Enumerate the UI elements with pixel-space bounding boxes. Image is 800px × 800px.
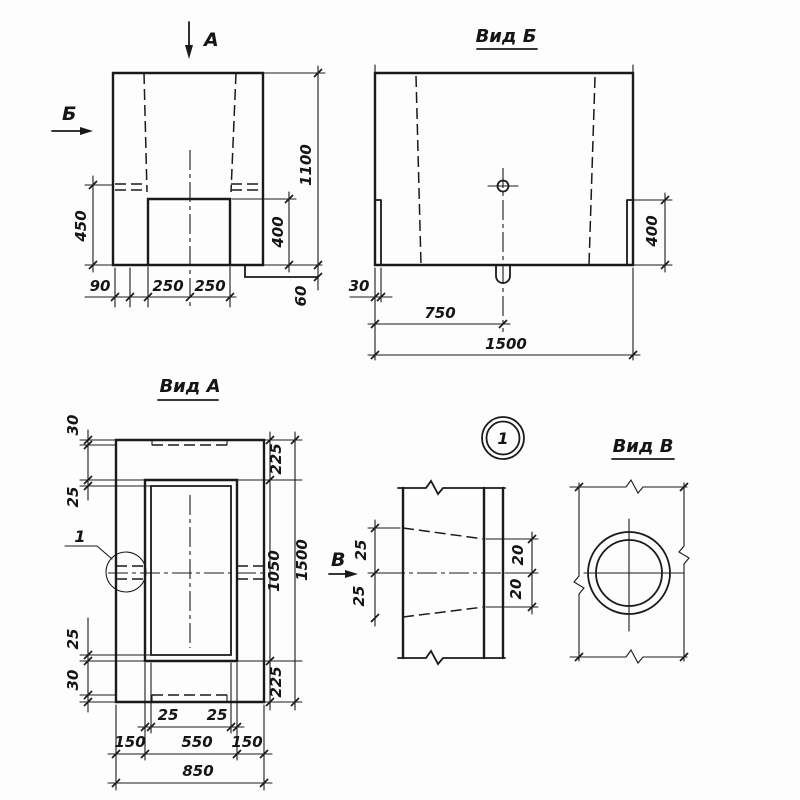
- dim-1050-label: 1050: [265, 550, 283, 592]
- detail-callout-number: 1: [74, 527, 86, 546]
- detail-dim-20-bottom-label: 20: [507, 578, 525, 600]
- view-b-hidden-taper-lines: [416, 76, 595, 265]
- dim-25-inner-left-label: 25: [157, 706, 179, 724]
- dim-850-label: 850: [182, 762, 214, 780]
- dim-30-top-label: 30: [64, 414, 82, 436]
- dim-150-right-label: 150: [231, 733, 263, 751]
- view-a-title: Вид А: [159, 376, 221, 397]
- dim-1500-plan-label: 1500: [293, 539, 311, 581]
- section-v-arrowhead: [345, 570, 358, 578]
- front-recess-outline: [148, 199, 230, 265]
- view-b-title: Вид Б: [475, 26, 537, 47]
- dim-90-label: 90: [89, 277, 111, 295]
- dim-60-label: 60: [292, 285, 310, 307]
- dim-1500-label: 1500: [485, 335, 527, 353]
- front-bottom-step: [245, 266, 318, 277]
- detail-1-section: [350, 417, 538, 664]
- detail-callout-leader: [65, 546, 112, 559]
- view-v-frame-right: [679, 483, 689, 661]
- dim-25-bottom-label: 25: [64, 628, 82, 650]
- dim-450-label: 450: [72, 210, 90, 242]
- detail-break-top: [398, 481, 505, 494]
- section-a-arrowhead: [185, 45, 193, 59]
- view-v-corner-ticks: [575, 483, 688, 661]
- dim-250-right-label: 250: [194, 277, 226, 295]
- view-a-centerlines: [108, 495, 270, 648]
- view-b: [349, 26, 672, 360]
- dim-30-label: 30: [348, 277, 370, 295]
- detail-dim-20-top-label: 20: [509, 544, 527, 566]
- section-a-label: А: [204, 29, 219, 51]
- view-v-title: Вид В: [612, 436, 674, 457]
- view-v-frame-bottom: [570, 650, 687, 663]
- front-body-outline: [113, 73, 263, 265]
- view-a-opening-outer: [145, 480, 237, 661]
- front-dimension-lines: [85, 66, 318, 297]
- view-a: [64, 376, 358, 790]
- view-a-opening-inner: [151, 486, 231, 655]
- dim-400-side-label: 400: [643, 215, 661, 247]
- view-b-side-notches: [375, 200, 633, 265]
- dim-30-bottom-label: 30: [64, 669, 82, 691]
- dim-25-inner-right-label: 25: [206, 706, 228, 724]
- detail-break-bottom: [398, 651, 505, 664]
- dim-150-left-label: 150: [114, 733, 146, 751]
- detail-dim-25-bottom-label: 25: [350, 585, 368, 607]
- dim-250-left-label: 250: [152, 277, 184, 295]
- front-view: [52, 22, 325, 308]
- detail-bubble-number: 1: [497, 429, 509, 448]
- dim-400-label: 400: [269, 216, 287, 248]
- dim-1100-label: 1100: [297, 144, 315, 186]
- view-v-frame-left: [574, 483, 584, 661]
- view-v: [570, 436, 689, 663]
- detail-callout-circle: [106, 552, 146, 592]
- section-v-label: В: [331, 549, 346, 571]
- dim-225-top-label: 225: [267, 443, 285, 475]
- section-b-arrowhead: [80, 127, 93, 135]
- front-hidden-ledge-lines: [115, 184, 263, 190]
- section-b-label: Б: [62, 103, 77, 125]
- dim-750-label: 750: [424, 304, 456, 322]
- view-v-frame-top: [570, 480, 687, 493]
- dim-550-label: 550: [181, 733, 213, 751]
- detail-dim-25-top-label: 25: [352, 539, 370, 561]
- dim-225-bottom-label: 225: [267, 666, 285, 698]
- view-b-dimension-lines: [350, 193, 665, 355]
- dim-25-top-label: 25: [64, 486, 82, 508]
